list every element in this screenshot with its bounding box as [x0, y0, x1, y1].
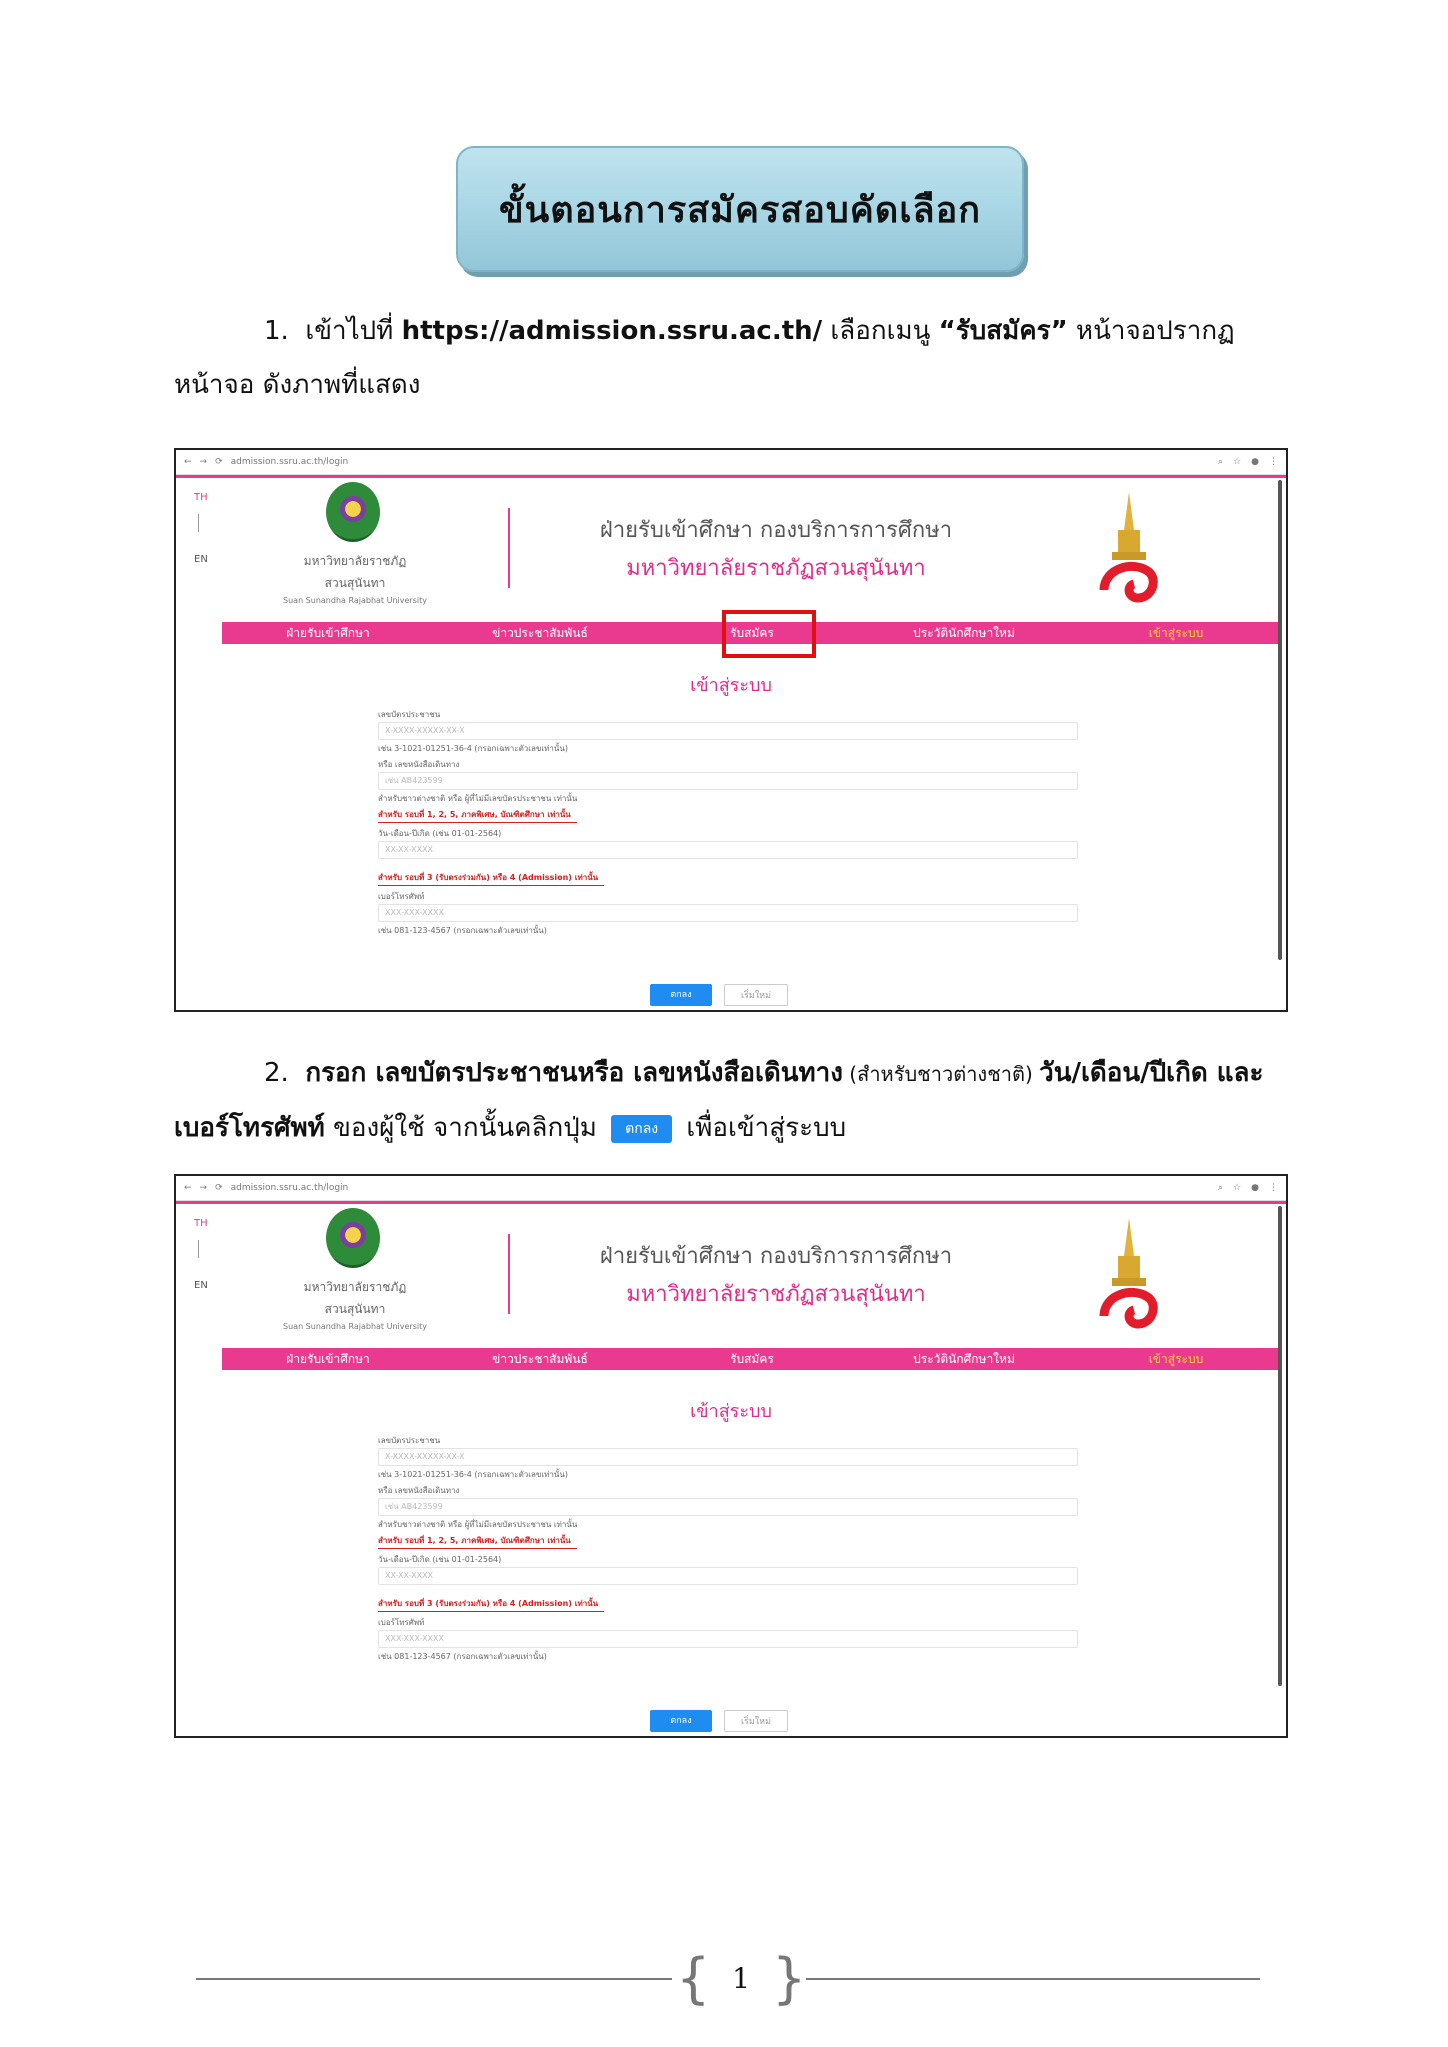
login-form-title: เข้าสู่ระบบ [690, 1401, 772, 1422]
menu-icon: ⋮ [1269, 457, 1278, 467]
nav-new-student-history[interactable]: ประวัตินักศึกษาใหม่ [913, 1351, 1015, 1366]
royal-emblem-icon [1094, 490, 1164, 610]
passport-hint: สำหรับชาวต่างชาติ หรือ ผู้ที่ไม่มีเลขบัตรประชาชน เท่านั้น [378, 1520, 578, 1529]
address-bar: admission.ssru.ac.th/login [230, 457, 349, 467]
form-buttons [650, 984, 788, 1006]
reset-button[interactable]: เริ่มใหม่ [724, 1710, 788, 1732]
footer-line-left [196, 1978, 672, 1980]
university-logo-icon [326, 482, 380, 542]
step-1-text-b: เลือกเมนู [822, 316, 939, 346]
university-name-en: Suan Sunandha Rajabhat University [283, 596, 427, 605]
screenshot-login-page-1 [174, 448, 1288, 1012]
step-2-bold-a: กรอก เลขบัตรประชาชนหรือ เลขหนังสือเดินทาง [305, 1058, 843, 1088]
passport-input[interactable]: เช่น AB423599 [378, 772, 1078, 790]
nav-login[interactable]: เข้าสู่ระบบ [1148, 625, 1204, 640]
reload-icon: ⟳ [215, 1183, 223, 1193]
passport-hint: สำหรับชาวต่างชาติ หรือ ผู้ที่ไม่มีเลขบัตรประชาชน เท่านั้น [378, 794, 578, 803]
lang-en: EN [194, 1280, 208, 1291]
university-name-line-2: สวนสุนันทา [324, 1302, 386, 1316]
form-buttons [650, 1710, 788, 1732]
phone-label: เบอร์โทรศัพท์ [378, 1618, 425, 1627]
ok-button[interactable]: ตกลง [650, 1710, 712, 1732]
header-line-2: มหาวิทยาลัยราชภัฏสวนสุนันทา [626, 1282, 926, 1307]
lang-separator [198, 1240, 199, 1258]
nav-apply[interactable]: รับสมัคร [730, 625, 774, 640]
nav-admission-dept[interactable]: ฝ่ายรับเข้าศึกษา [286, 625, 370, 640]
nav-new-student-history[interactable]: ประวัตินักศึกษาใหม่ [913, 625, 1015, 640]
header-line-2: มหาวิทยาลัยราชภัฏสวนสุนันทา [626, 556, 926, 581]
round-note-2: สำหรับ รอบที่ 3 (รับตรงร่วมกัน) หรือ 4 (Admission) เท่านั้น [378, 1597, 604, 1612]
right-brace-icon: } [772, 1947, 807, 2010]
phone-hint: เช่น 081-123-4567 (กรอกเฉพาะตัวเลขเท่านั้น) [378, 926, 547, 935]
id-card-label: เลขบัตรประชาชน [378, 710, 441, 719]
step-2-text-a: ของผู้ใช้ จากนั้นคลิกปุ่ม [324, 1113, 606, 1143]
profile-icon: ● [1251, 1183, 1259, 1193]
phone-input[interactable]: XXX-XXX-XXXX [378, 904, 1078, 922]
main-nav [222, 1348, 1282, 1370]
forward-icon: → [199, 1183, 208, 1193]
header-divider [508, 1234, 510, 1314]
browser-toolbar [176, 450, 1286, 475]
step-2-foreign-note: (สำหรับชาวต่างชาติ) [842, 1062, 1040, 1086]
phone-hint: เช่น 081-123-4567 (กรอกเฉพาะตัวเลขเท่านั้น) [378, 1652, 547, 1661]
menu-icon: ⋮ [1269, 1183, 1278, 1193]
dob-label: วัน-เดือน-ปีเกิด (เช่น 01-01-2564) [378, 829, 502, 838]
footer-line-right [806, 1978, 1260, 1980]
university-logo-icon [326, 1208, 380, 1268]
inline-ok-button: ตกลง [611, 1115, 672, 1143]
screenshot-login-page-2 [174, 1174, 1288, 1738]
lang-th: TH [194, 492, 208, 503]
star-icon: ☆ [1233, 457, 1242, 467]
search-icon: ⌕ [1218, 457, 1224, 467]
id-card-input[interactable]: X-XXXX-XXXXX-XX-X [378, 1448, 1078, 1466]
page-number: 1 [732, 1962, 750, 1995]
step-1-paragraph [174, 304, 1284, 412]
university-name-line-1: มหาวิทยาลัยราชภัฏ [303, 554, 407, 568]
menu-name: “รับสมัคร” [938, 316, 1068, 346]
university-name [266, 550, 444, 594]
admission-url: https://admission.ssru.ac.th/ [401, 316, 823, 346]
lang-separator [198, 514, 199, 532]
back-icon: ← [184, 1183, 192, 1193]
nav-apply[interactable]: รับสมัคร [730, 1351, 774, 1366]
star-icon: ☆ [1233, 1183, 1242, 1193]
dob-input[interactable]: XX-XX-XXXX [378, 841, 1078, 859]
login-form [378, 1434, 1078, 1666]
round-note-2: สำหรับ รอบที่ 3 (รับตรงร่วมกัน) หรือ 4 (Admission) เท่านั้น [378, 871, 604, 886]
passport-label: หรือ เลขหนังสือเดินทาง [378, 1486, 460, 1495]
login-form [378, 708, 1078, 940]
lang-en: EN [194, 554, 208, 565]
step-2-number: 2. [264, 1058, 289, 1088]
login-form-title: เข้าสู่ระบบ [690, 675, 772, 696]
page-footer [196, 1947, 1260, 2010]
dob-label: วัน-เดือน-ปีเกิด (เช่น 01-01-2564) [378, 1555, 502, 1564]
top-accent-line [176, 475, 1286, 478]
header-line-1: ฝ่ายรับเข้าศึกษา กองบริการการศึกษา [599, 1244, 953, 1269]
reset-button[interactable]: เริ่มใหม่ [724, 984, 788, 1006]
university-name [266, 1276, 444, 1320]
document-title-box [456, 146, 1024, 272]
reload-icon: ⟳ [215, 457, 223, 467]
nav-news[interactable]: ข่าวประชาสัมพันธ์ [492, 1351, 588, 1366]
search-icon: ⌕ [1218, 1183, 1224, 1193]
back-icon: ← [184, 457, 192, 467]
id-card-input[interactable]: X-XXXX-XXXXX-XX-X [378, 722, 1078, 740]
id-card-label: เลขบัตรประชาชน [378, 1436, 441, 1445]
scrollbar[interactable] [1278, 480, 1282, 960]
left-brace-icon: { [676, 1947, 711, 2010]
step-2-bold-b: วัน/เดือน/ปีเกิด และ เบอร์โทรศัพท์ [174, 1058, 1264, 1143]
university-name-line-2: สวนสุนันทา [324, 576, 386, 590]
step-1-text-c: หน้าจอปรากฏหน้าจอ ดังภาพที่แสดง [174, 316, 1235, 400]
university-name-en: Suan Sunandha Rajabhat University [283, 1322, 427, 1331]
nav-login[interactable]: เข้าสู่ระบบ [1148, 1351, 1204, 1366]
round-note-1: สำหรับ รอบที่ 1, 2, 5, ภาคพิเศษ, บัณฑิตศึกษา เท่านั้น [378, 1534, 577, 1549]
phone-label: เบอร์โทรศัพท์ [378, 892, 425, 901]
document-title: ขั้นตอนการสมัครสอบคัดเลือก [499, 189, 981, 231]
browser-toolbar [176, 1176, 1286, 1201]
phone-input[interactable]: XXX-XXX-XXXX [378, 1630, 1078, 1648]
lang-th: TH [194, 1218, 208, 1229]
apply-menu-highlight [722, 610, 816, 658]
id-card-hint: เช่น 3-1021-01251-36-4 (กรอกเฉพาะตัวเลขเท่านั้น) [378, 1470, 568, 1479]
header-divider [508, 508, 510, 588]
forward-icon: → [199, 457, 208, 467]
step-2-paragraph [174, 1046, 1284, 1155]
step-1-number: 1. [264, 316, 289, 346]
university-name-line-1: มหาวิทยาลัยราชภัฏ [303, 1280, 407, 1294]
step-2-text-b: เพื่อเข้าสู่ระบบ [678, 1113, 847, 1143]
id-card-hint: เช่น 3-1021-01251-36-4 (กรอกเฉพาะตัวเลขเท่านั้น) [378, 744, 568, 753]
dob-input[interactable]: XX-XX-XXXX [378, 1567, 1078, 1585]
ok-button[interactable]: ตกลง [650, 984, 712, 1006]
top-accent-line [176, 1201, 1286, 1204]
royal-emblem-icon [1094, 1216, 1164, 1336]
passport-input[interactable]: เช่น AB423599 [378, 1498, 1078, 1516]
round-note-1: สำหรับ รอบที่ 1, 2, 5, ภาคพิเศษ, บัณฑิตศึกษา เท่านั้น [378, 808, 577, 823]
address-bar: admission.ssru.ac.th/login [230, 1183, 349, 1193]
profile-icon: ● [1251, 457, 1259, 467]
nav-admission-dept[interactable]: ฝ่ายรับเข้าศึกษา [286, 1351, 370, 1366]
passport-label: หรือ เลขหนังสือเดินทาง [378, 760, 460, 769]
step-1-text-a: เข้าไปที่ [305, 316, 402, 346]
header-line-1: ฝ่ายรับเข้าศึกษา กองบริการการศึกษา [599, 518, 953, 543]
nav-news[interactable]: ข่าวประชาสัมพันธ์ [492, 625, 588, 640]
scrollbar[interactable] [1278, 1206, 1282, 1686]
